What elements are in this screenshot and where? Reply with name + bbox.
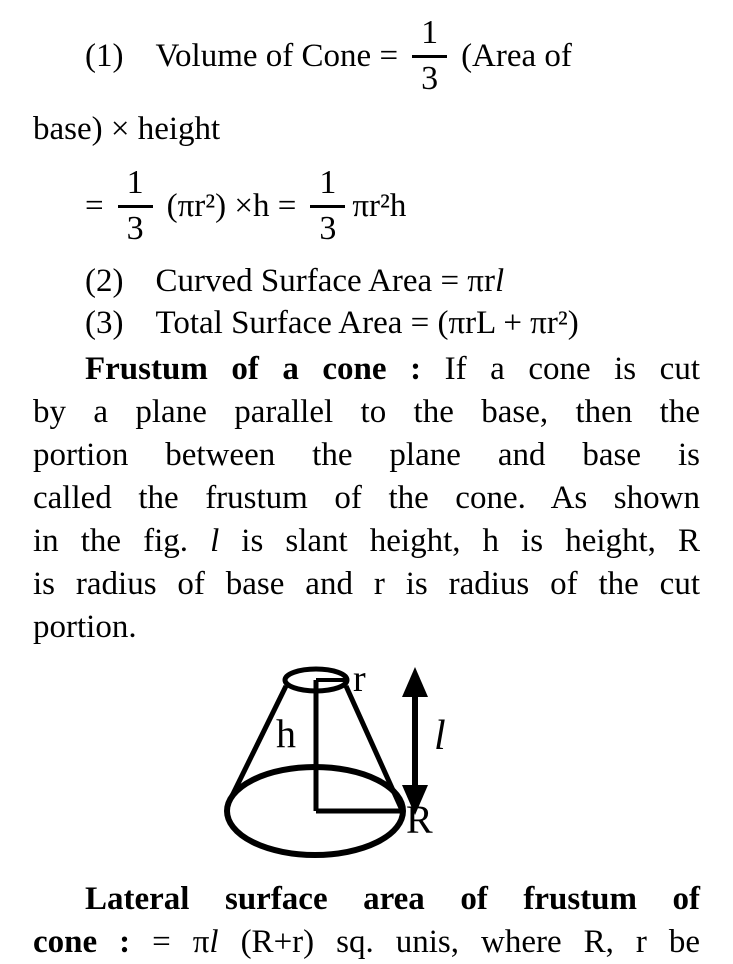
frustum-figure (200, 651, 700, 874)
italic-l: l (494, 263, 505, 299)
formula-text-curved: Curved Surface Area = πrl (155, 263, 505, 299)
text-segment: = π (130, 924, 210, 960)
fraction-numerator: 1 (118, 164, 153, 208)
text-line: is radius of base and r is radius of the cut (33, 566, 700, 602)
frustum-heading: Frustum of a cone : (85, 351, 422, 387)
item-number-2: (2) (85, 263, 124, 299)
fraction-one-third (310, 164, 345, 248)
item-number-1: (1) (85, 37, 124, 74)
text-segment: If a cone is cut (421, 351, 700, 387)
lateral-heading-part1: Lateral surface area of frustum of (85, 881, 700, 917)
frustum-diagram (200, 651, 492, 869)
formula-text-total: Total Surface Area = (πrL + πr²) (155, 305, 579, 341)
fraction-denominator: 3 (421, 60, 439, 97)
formula-curved-surface (85, 260, 700, 302)
fraction-one-third (412, 14, 447, 98)
right-slant-line (346, 686, 401, 808)
text-segment: is slant height, h is height, R (219, 523, 700, 559)
text-line: portion between the plane and base is (33, 437, 700, 473)
text-line: portion. (33, 609, 137, 645)
formula-text-area-of: (Area of (461, 37, 572, 74)
equals-sign: = (85, 187, 104, 224)
text-segment: (R+r) sq. unis, where R, r be (218, 924, 700, 960)
formula-text-pir2h: (πr²) ×h = (166, 187, 297, 224)
text-segment: in the fig. (33, 523, 211, 559)
fraction-denominator: 3 (319, 210, 337, 247)
formula-volume-line1 (85, 6, 700, 106)
italic-l: l (210, 523, 220, 559)
formula-text-result: πr²h (352, 187, 407, 224)
frustum-definition-paragraph (33, 348, 700, 649)
label-slant-height: l (434, 713, 446, 759)
fraction-denominator: 3 (126, 210, 144, 247)
text-line (33, 520, 700, 563)
text-line: called the frustum of the cone. As shown (33, 480, 700, 516)
text-line (33, 921, 700, 964)
label-height: h (276, 711, 296, 756)
arrow-up-head (402, 667, 428, 697)
formula-derivation-line (85, 160, 700, 252)
italic-l: l (209, 924, 219, 960)
label-base-radius: R (406, 797, 433, 842)
formula-text-volume: Volume of Cone = (155, 37, 399, 74)
fraction-numerator: 1 (412, 14, 447, 58)
formula-volume-line2: base) × height (33, 111, 221, 147)
item-number-3: (3) (85, 305, 124, 341)
fraction-one-third (118, 164, 153, 248)
formula-total-surface (85, 302, 700, 344)
label-top-radius: r (353, 658, 366, 700)
text-line (33, 878, 700, 921)
text-line: by a plane parallel to the base, then the (33, 394, 700, 430)
lateral-surface-paragraph (33, 878, 700, 964)
lateral-heading-part2: cone : (33, 924, 131, 960)
fraction-numerator: 1 (310, 164, 345, 208)
text-line (33, 348, 700, 391)
